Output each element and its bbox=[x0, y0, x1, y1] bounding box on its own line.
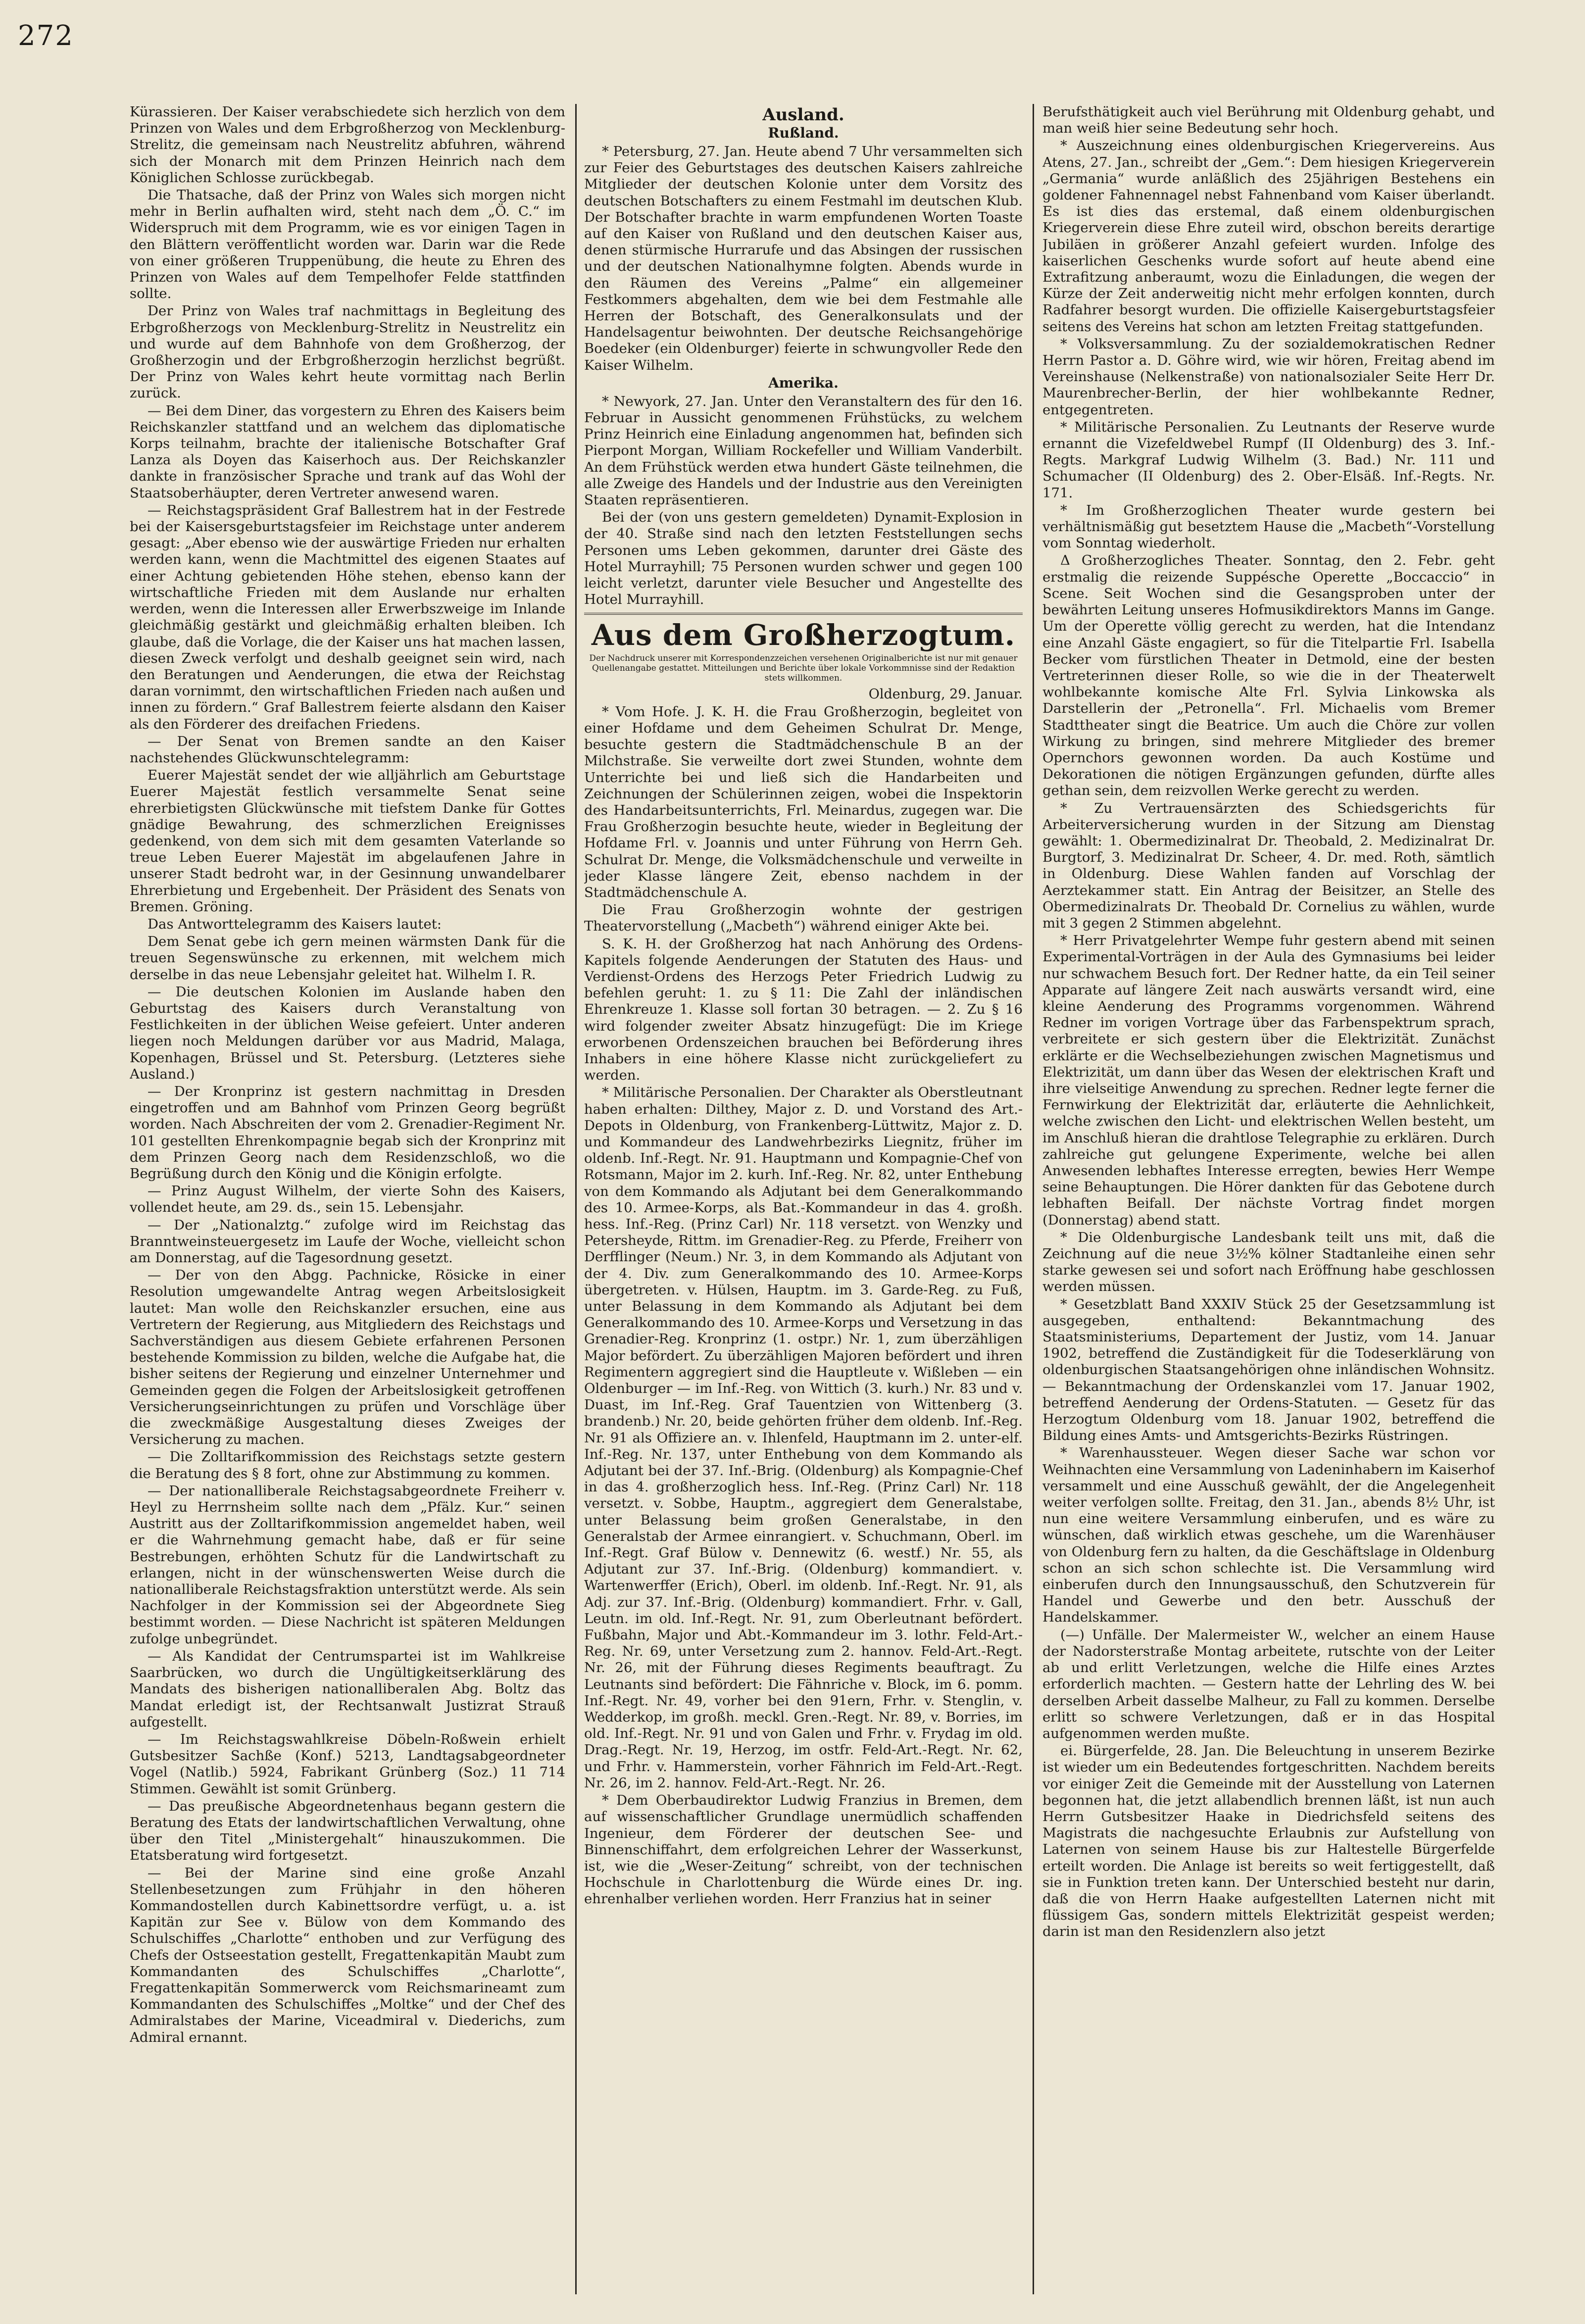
article-paragraph: — Als Kandidat der Centrumspartei ist im Wahlkreise Saarbrücken, wo durch die Ungültigkeitserklärung des Mandats des bisherigen nationalliberalen Abg. Boltz das Mandat erledigt ist, der Rechtsanwalt Justizrat Strauß aufgestellt. bbox=[130, 1648, 565, 1730]
article-paragraph: — Bei der Marine sind eine große Anzahl Stellenbesetzungen zum Frühjahr in den höheren Kommandostellen durch Kabinettsordre verfügt, u. a. ist Kapitän zur See v. Bülow von dem Kommando des Schulschiffes „Charlotte“ enthoben und zur Verfügung des Chefs der Ostseestation gestellt, Fregattenkapitän Maubt zum Kommandanten des Schulschiffes „Charlotte“, Fregattenkapitän Sommerwerck vom Reichsmarineamt zum Kommandanten des Schulschiffes „Moltke“ und der Chef des Admiralstabes der Marine, Viceadmiral v. Diederichs, zum Admiral ernannt. bbox=[130, 1865, 565, 2045]
article-paragraph: — Der nationalliberale Reichstagsabgeordnete Freiherr v. Heyl zu Herrnsheim sollte nach dem „Pfälz. Kur.“ seinen Austritt aus der Zolltarifkommission angemeldet haben, weil er die Wahrnehmung gemacht habe, daß er für seine Bestrebungen, erhöhten Schutz für die Landwirtschaft zu erlangen, nicht in der wünschenswerten Weise durch die nationalliberale Reichstagsfraktion unterstützt werde. Als sein Nachfolger in der Kommission sei der Abgeordnete Sieg bestimmt worden. — Diese Nachricht ist späteren Meldungen zufolge unbegründet. bbox=[130, 1483, 565, 1647]
article-paragraph: * Petersburg, 27. Jan. Heute abend 7 Uhr versammelten sich zur Feier des Geburtstages des deutschen Kaisers zahlreiche Mitglieder der deutschen Kolonie unter dem Vorsitz des deutschen Botschafters zu einem Festmahl im deutschen Klub. Der Botschafter brachte in warm empfundenen Worten Toaste auf den Kaiser von Rußland und den deutschen Kaiser aus, denen stürmische Hurrarufe und das Absingen der russischen und der deutschen Nationalhymne folgten. Abends wurde in den Räumen des Vereins „Palme“ ein allgemeiner Festkommers abgehalten, dem wie bei dem Festmahle alle Herren der Botschaft, des Generalkonsulats und der Handelsagentur beiwohnten. Der deutsche Reichsangehörige Boedeker (ein Oldenburger) feierte in schwungvoller Rede den Kaiser Wilhelm. bbox=[584, 144, 1023, 373]
subsection-title-russland: Rußland. bbox=[768, 125, 839, 141]
article-paragraph: — Das preußische Abgeordnetenhaus begann gestern die Beratung des Etats der landwirtschaftlichen Verwaltung, ohne über den Titel „Ministergehalt“ hinauszukommen. Die Etatsberatung wird fortgesetzt. bbox=[130, 1798, 565, 1864]
article-paragraph: Berufsthätigkeit auch viel Berührung mit Oldenburg gehabt, und man weiß hier seine Bedeutung sehr hoch. bbox=[1042, 104, 1495, 137]
column-right bbox=[1042, 104, 1495, 2294]
article-paragraph: — Im Reichstagswahlkreise Döbeln-Roßwein erhielt Gutsbesitzer Sachße (Konf.) 5213, Landtagsabgeordneter Vogel (Natlib.) 5924, Fabrikant Grünberg (Soz.) 11 714 Stimmen. Gewählt ist somit Grünberg. bbox=[130, 1731, 565, 1797]
article-paragraph: * Vom Hofe. J. K. H. die Frau Großherzogin, begleitet von einer Hofdame und dem Geheimen Schulrat Dr. Menge, besuchte gestern die Stadtmädchenschule B an der Milchstraße. Sie verweilte dort zwei Stunden, wohnte dem Unterrichte bei und ließ sich die Handarbeiten und Zeichnungen der Schülerinnen zeigen, wobei die Inspektorin des Handarbeitsunterrichts, Frl. Meinardus, zugegen war. Die Frau Großherzogin besuchte heute, wieder in Begleitung der Hofdame Frl. v. Joannis und unter Führung von Herrn Geh. Schulrat Dr. Menge, die Volksmädchenschule und verweilte in jeder Klasse längere Zeit, ebenso nachdem in der Stadtmädchenschule A. bbox=[584, 703, 1023, 900]
article-paragraph: — Die Zolltarifkommission des Reichstags setzte gestern die Beratung des § 8 fort, ohne zur Abstimmung zu kommen. bbox=[130, 1449, 565, 1482]
article-paragraph: Der Prinz von Wales traf nachmittags in Begleitung des Erbgroßherzogs von Mecklenburg-Strelitz in Neustrelitz ein und wurde auf dem Bahnhofe von dem Großherzog, der Großherzogin und der Erbgroßherzogin herzlichst begrüßt. Der Prinz von Wales kehrt heute vormittag nach Berlin zurück. bbox=[130, 303, 565, 401]
article-paragraph: * Dem Oberbaudirektor Ludwig Franzius in Bremen, dem auf wissenschaftlicher Grundlage unermüdlich schaffenden Ingenieur, dem Förderer der deutschen See- und Binnenschiffahrt, dem erfolgreichen Lehrer der Wasserkunst, ist, wie die „Weser-Zeitung“ schreibt, von der technischen Hochschule in Charlottenburg die Würde eines Dr. ing. ehrenhalber verliehen worden. Herr Franzius hat in seiner bbox=[584, 1792, 1023, 1907]
article-paragraph: — Der Kronprinz ist gestern nachmittag in Dresden eingetroffen und am Bahnhof vom Prinzen Georg begrüßt worden. Nach Abschreiten der vom 2. Grenadier-Regiment Nr. 101 gestellten Ehrenkompagnie begab sich der Kronprinz mit dem Prinzen Georg nach dem Residenzschloß, wo die Begrüßung durch den König und die Königin erfolgte. bbox=[130, 1083, 565, 1182]
article-paragraph: Dem Senat gebe ich gern meinen wärmsten Dank für die treuen Segenswünsche zu erkennen, mit welchem mich derselbe in das neue Lebensjahr geleitet hat. Wilhelm I. R. bbox=[130, 934, 565, 983]
column-divider-1 bbox=[575, 104, 577, 2294]
subsection-title-amerika: Amerika. bbox=[768, 374, 839, 391]
page-number: 272 bbox=[18, 20, 74, 52]
article-paragraph: S. K. H. der Großherzog hat nach Anhörung des Ordens-Kapitels folgende Aenderungen der Statuten des Haus- und Verdienst-Ordens des Herzogs Peter Friedrich Ludwig zu befehlen geruht: 1. zu § 11: Die Zahl der inländischen Ehrenkreuze 1. Klasse soll fortan 30 betragen. — 2. Zu § 16 wird folgender zweiter Absatz hinzugefügt: Die im Kriege erworbenen Ordenszeichen brauchen bei Beförderung ihres Inhabers in eine höhere Klasse nicht zurückgeliefert zu werden. bbox=[584, 936, 1023, 1084]
article-paragraph: * Im Großherzoglichen Theater wurde gestern bei verhältnismäßig gut besetztem Hause die „Macbeth“-Vorstellung vom Sonntag wiederholt. bbox=[1042, 502, 1495, 551]
reprint-notice: Der Nachdruck unserer mit Korrespondenzzeichen versehenen Originalberichte ist nur mit genauer Quellenangabe gestattet. Mitteilungen und Berichte über lokale Vorkommnisse sind der Redaktion stets willkommen. bbox=[589, 653, 1018, 684]
article-paragraph: * Newyork, 27. Jan. Unter den Veranstaltern des für den 16. Februar in Aussicht genommenen Frühstücks, zu welchem Prinz Heinrich eine Einladung angenommen hat, befinden sich Pierpont Morgan, William Rockefeller und William Vanderbilt. An dem Frühstück werden etwa hundert Gäste teilnehmen, die alle Zweige des Handels und der Industrie aus den Vereinigten Staaten repräsentieren. bbox=[584, 393, 1023, 508]
article-paragraph: — Reichstagspräsident Graf Ballestrem hat in der Festrede bei der Kaisersgeburtstagsfeier im Reichstage unter anderem gesagt: „Aber ebenso wie der auswärtige Frieden nur erhalten werden kann, wenn die Machtmittel des eigenen Staates auf einer Achtung gebietenden Höhe stehen, ebenso kann der wirtschaftliche Frieden mit dem Auslande nur erhalten werden, wenn die Interessen aller Erwerbszweige im Inlande gleichmäßig gestärkt und gleichmäßig erhalten bleiben. Ich glaube, daß die Vorlage, die der Kaiser uns hat machen lassen, diesen Zweck verfolgt und deshalb geeignet sein wird, nach den Beratungen und Aenderungen, die etwa der Reichstag daran vornimmt, den wirtschaftlichen Frieden nach außen und innen zu fördern.“ Graf Ballestrem feierte alsdann den Kaiser als den Förderer des dreifachen Friedens. bbox=[130, 502, 565, 732]
article-paragraph: (—) Unfälle. Der Malermeister W., welcher an einem Hause der Nadorsterstraße Montag arbeitete, rutschte von der Leiter ab und erlitt Verletzungen, welche die Hilfe eines Arztes erforderlich machten. — Gestern hatte der Lehrling des W. bei derselben Arbeit dasselbe Malheur, zu Fall zu kommen. Derselbe erlitt so schwere Verletzungen, daß er in das Hospital aufgenommen werden mußte. bbox=[1042, 1627, 1495, 1741]
section-title-grossherzogtum: Aus dem Großherzogtum. bbox=[591, 618, 1016, 652]
article-paragraph: Die Frau Großherzogin wohnte der gestrigen Theatervorstellung („Macbeth“) während einiger Akte bei. bbox=[584, 902, 1023, 935]
column-middle bbox=[584, 104, 1023, 2294]
section-divider bbox=[584, 613, 1023, 615]
article-paragraph: Die Thatsache, daß der Prinz von Wales sich morgen nicht mehr in Berlin aufhalten wird, steht nach dem „Ö. C.“ im Widerspruch mit dem Programm, wie es vor einigen Tagen in den Blättern veröffentlicht worden war. Darin war die Rede von einer größeren Truppenübung, die heute zu Ehren des Prinzen von Wales auf dem Tempelhofer Felde stattfinden sollte. bbox=[130, 187, 565, 302]
article-paragraph: Das Antworttelegramm des Kaisers lautet: bbox=[148, 916, 442, 932]
article-paragraph: * Zu Vertrauensärzten des Schiedsgerichts für Arbeiterversicherung wurden in der Sitzung am Dienstag gewählt: 1. Obermedizinalrat Dr. Theobald, 2. Medizinalrat Dr. Burgtorf, 3. Medizinalrat Dr. Scheer, 4. Dr. med. Roth, sämtlich in Oldenburg. Diese Wahlen fanden auf Vorschlag der Aerztekammer statt. Ein Antrag der Beisitzer, an Stelle des Obermedizinalrats Dr. Theobald Dr. Cornelius zu wählen, wurde mit 3 gegen 2 Stimmen abgelehnt. bbox=[1042, 800, 1495, 931]
article-paragraph: * Gesetzblatt Band XXXIV Stück 25 der Gesetzsammlung ist ausgegeben, enthaltend: Bekanntmachung des Staatsministeriums, Departement der Justiz, vom 14. Januar 1902, betreffend die Zuständigkeit für die Todeserklärung von oldenburgischen Staatsangehörigen ohne inländischen Wohnsitz. — Bekanntmachung der Ordenskanzlei vom 17. Januar 1902, betreffend Aenderung der Ordens-Statuten. — Gesetz für das Herzogtum Oldenburg vom 18. Januar 1902, betreffend die Bildung eines Amts- und Amtsgerichts-Bezirks Rüstringen. bbox=[1042, 1296, 1495, 1444]
article-paragraph: — Bei dem Diner, das vorgestern zu Ehren des Kaisers beim Reichskanzler stattfand und an welchem das diplomatische Korps teilnahm, brachte der italienische Botschafter Graf Lanza als Doyen das Kaiserhoch aus. Der Reichskanzler dankte in französischer Sprache und trank auf das Wohl der Staatsoberhäupter, deren Vertreter anwesend waren. bbox=[130, 402, 565, 501]
article-paragraph: * Herr Privatgelehrter Wempe fuhr gestern abend mit seinen Experimental-Vorträgen in der Aula des Gymnasiums bei leider nur schwachem Besuch fort. Der Redner hatte, da ein Teil seiner Apparate auf längere Zeit nach auswärts versandt wird, eine kleine Aenderung des Programms vorgenommen. Während Redner im vorigen Vortrage über das Farbenspektrum sprach, verbreitete er sich gestern über die Elektrizität. Zunächst erklärte er die Wechselbeziehungen zwischen Magnetismus und Elektrizität, um dann über das Wesen der elektrischen Kraft und ihre vielseitige Anwendung zu sprechen. Redner legte ferner die Fernwirkung der Elektrizität dar, erläuterte die Aehnlichkeit, welche zwischen den Licht- und elektrischen Wellen besteht, um im Anschluß hieran die drahtlose Telegraphie zu erklären. Durch zahlreiche gut gelungene Experimente, welche bei allen Anwesenden lebhaftes Interesse erregten, bewies Herr Wempe seine Behauptungen. Die Hörer dankten für das Gebotene durch lebhaften Beifall. Der nächste Vortrag findet morgen (Donnerstag) abend statt. bbox=[1042, 933, 1495, 1228]
article-paragraph: Δ Großherzogliches Theater. Sonntag, den 2. Febr. geht erstmalig die reizende Suppésche Operette „Boccaccio“ in Scene. Seit Wochen sind die Gesangsproben unter der bewährten Leitung unseres Hofmusikdirektors Manns im Gange. Um der Operette völlig gerecht zu werden, hat die Intendanz eine Anzahl Gäste engagiert, so für die Titelpartie Frl. Isabella Becker vom fürstlichen Theater in Detmold, eine der besten Vertreterinnen dieser Rolle, so wie die in der Theaterwelt wohlbekannte komische Alte Frl. Sylvia Linkowska als Darstellerin der „Petronella“. Frl. Michaelis vom Bremer Stadttheater singt die Beatrice. Um auch die Chöre zur vollen Wirkung zu bringen, sind mehrere Mitglieder des bremer Opernchors gewonnen worden. Da auch Kostüme und Dekorationen die nötigen Ergänzungen gefunden, dürfte alles gethan sein, dem reizvollen Werke gerecht zu werden. bbox=[1042, 552, 1495, 799]
article-paragraph: Bei der (von uns gestern gemeldeten) Dynamit-Explosion in der 40. Straße sind nach den letzten Feststellungen sechs Personen ums Leben gekommen, darunter drei Gäste des Hotel Murrayhill; 75 Personen wurden schwer und gegen 100 leicht verletzt, darunter viele Besucher und Angestellte des Hotel Murrayhill. bbox=[584, 509, 1023, 608]
article-paragraph: Kürassieren. Der Kaiser verabschiedete sich herzlich von dem Prinzen von Wales und dem Erbgroßherzog von Mecklenburg-Strelitz, die gemeinsam nach Neustrelitz abfuhren, während sich der Monarch mit dem Prinzen Heinrich nach dem Königlichen Schlosse zurückbegab. bbox=[130, 104, 565, 186]
article-paragraph: * Volksversammlung. Zu der sozialdemokratischen Redner Herrn Pastor a. D. Göhre wird, wie wir hören, Freitag abend im Vereinshause (Nelkenstraße) von nationalsozialer Seite Herr Dr. Maurenbrecher-Berlin, der hier wohlbekannte Redner, entgegentreten. bbox=[1042, 336, 1495, 418]
article-paragraph: — Der „Nationalztg.“ zufolge wird im Reichstag das Branntweinsteuergesetz im Laufe der Woche, vielleicht schon am Donnerstag, auf die Tagesordnung gesetzt. bbox=[130, 1217, 565, 1266]
column-divider-2 bbox=[1033, 104, 1034, 2294]
article-paragraph: — Der Senat von Bremen sandte an den Kaiser nachstehendes Glückwunschtelegramm: bbox=[130, 733, 565, 766]
article-paragraph: ei. Bürgerfelde, 28. Jan. Die Beleuchtung in unserem Bezirke ist wieder um ein Bedeutendes fortgeschritten. Nachdem bereits vor einiger Zeit die Gemeinde mit der Ausstellung von Laternen begonnen hat, die jetzt allabendlich brennen läßt, ist nun auch Herrn Gutsbesitzer Haake in Diedrichsfeld seitens des Magistrats die nachgesuchte Erlaubnis zur Aufstellung von Laternen von seinem Hause bis zur Haltestelle Bürgerfelde erteilt worden. Die Anlage ist bereits so weit fertiggestellt, daß sie in Funktion treten kann. Der Unterschied besteht nur darin, daß die von Herrn Haake aufgestellten Laternen nicht mit flüssigem Gas, sondern mittels Elektrizität gespeist werden; darin ist man den Residenzlern also jetzt bbox=[1042, 1743, 1495, 1940]
article-paragraph: * Auszeichnung eines oldenburgischen Kriegervereins. Aus Atens, 27. Jan., schreibt der „Gem.“: Dem hiesigen Kriegerverein „Germania“ wurde anläßlich des 25jährigen Bestehens ein goldener Fahnennagel nebst Fahnenband vom Kaiser überlandt. Es ist dies das erstemal, daß einem oldenburgischen Kriegerverein diese Ehre zuteil wird, obschon bereits derartige Jubiläen in größerer Anzahl gefeiert wurden. Infolge des kaiserlichen Geschenks wurde sofort auf heute abend eine Extrafitzung anberaumt, wozu die Einladungen, die wegen der Kürze der Zeit anderweitig nicht mehr erfolgen konnten, durch Radfahrer besorgt wurden. Die offizielle Kaisergeburtstagsfeier seitens des Vereins hat schon am letzten Freitag stattgefunden. bbox=[1042, 138, 1495, 335]
dateline: Oldenburg, 29. Januar. bbox=[868, 687, 1023, 702]
article-paragraph: * Warenhaussteuer. Wegen dieser Sache war schon vor Weihnachten eine Versammlung von Ladeninhabern im Kaiserhof versammelt und eine Ausschuß gewählt, der die Angelegenheit weiter verfolgen sollte. Freitag, den 31. Jan., abends 8½ Uhr, ist nun eine weitere Versammlung einberufen, und es wäre zu wünschen, daß wirklich etwas geschehe, um die Warenhäuser von Oldenburg fern zu halten, da die Geschäftslage in Oldenburg schon an sich schon schlechte ist. Die Versammlung wird einberufen durch den Innungsausschuß, den Schutzverein für Handel und Gewerbe und den betr. Ausschuß der Handelskammer. bbox=[1042, 1445, 1495, 1626]
article-paragraph: — Prinz August Wilhelm, der vierte Sohn des Kaisers, vollendet heute, am 29. ds., sein 15. Lebensjahr. bbox=[130, 1183, 565, 1216]
article-paragraph: * Die Oldenburgische Landesbank teilt uns mit, daß die Zeichnung auf die neue 3½% kölner Stadtanleihe einen sehr starke gewesen sei und sofort nach Eröffnung habe geschlossen werden müssen. bbox=[1042, 1229, 1495, 1295]
article-paragraph: — Die deutschen Kolonien im Auslande haben den Geburtstag des Kaisers durch Veranstaltung von Festlichkeiten in der üblichen Weise gefeiert. Unter anderen liegen noch Meldungen darüber vor aus Madrid, Malaga, Kopenhagen, Brüssel und St. Petersburg. (Letzteres siehe Ausland.) bbox=[130, 984, 565, 1082]
section-title-ausland: Ausland. bbox=[762, 105, 844, 125]
article-paragraph: — Der von den Abgg. Pachnicke, Rösicke in einer Resolution umgewandelte Antrag wegen Arbeitslosigkeit lautet: Man wolle den Reichskanzler ersuchen, eine aus Vertretern der Regierung, aus Mitgliedern des Reichstags und Sachverständigen aus diesem Gebiete erfahrenen Personen bestehende Kommission zu bilden, welche die Aufgabe hat, die bisher seitens der Regierung und einzelner Unternehmer und Gemeinden gegen die Folgen der Arbeitslosigkeit getroffenen Versicherungseinrichtungen zu prüfen und Vorschläge über die zweckmäßige Ausgestaltung dieses Zweiges der Versicherung zu machen. bbox=[130, 1267, 565, 1448]
column-left bbox=[130, 104, 565, 2294]
article-paragraph: Euerer Majestät sendet der wie alljährlich am Geburtstage Euerer Majestät festlich versammelte Senat seine ehrerbietigsten Glückwünsche mit tiefstem Danke für Gottes gnädige Bewahrung, des schmerzlichen Ereignisses gedenkend, von dem sich mit dem gesamten Vaterlande so treue Leben Euerer Majestät im abgelaufenen Jahre in unserer Stadt bedroht war, in der Gesinnung unwandelbarer Ehrerbietung und Ergebenheit. Der Präsident des Senats von Bremen. Gröning. bbox=[130, 767, 565, 915]
article-paragraph: * Militärische Personalien. Der Charakter als Oberstleutnant haben erhalten: Dilthey, Major z. D. und Vorstand des Art.-Depots in Oldenburg, von Frankenberg-Lüttwitz, Major z. D. und Kommandeur des Landwehrbezirks Liegnitz, früher im oldenb. Inf.-Regt. Nr. 91. Hauptmann und Kompagnie-Chef von Rotsmann, Major im 2. kurh. Inf.-Reg. Nr. 82, unter Enthebung von dem Kommando als Adjutant bei dem Generalkommando des 10. Armee-Korps, als Bat.-Kommandeur in das 4. großh. hess. Inf.-Reg. (Prinz Carl) Nr. 118 versetzt. von Wenzky und Petersheyde, Rittm. im Grenadier-Reg. zu Pferde, Freiherr von Derfflinger (Neum.) Nr. 3, in dem Kommando als Adjutant von der 4. Div. zum Generalkommando des 10. Armee-Korps übergetreten. v. Hülsen, Hauptm. im 3. Garde-Reg. zu Fuß, unter Belassung in dem Kommando als Adjutant bei dem Generalkommando des 10. Armee-Korps und Versetzung in das Grenadier-Reg. Kronprinz (1. ostpr.) Nr. 1, zum überzähligen Major befördert. Zu überzähligen Majoren befördert und ihren Regimentern aggregiert sind die Hauptleute v. Wißleben — ein Oldenburger — im Inf.-Reg. von Wittich (3. kurh.) Nr. 83 und v. Duast, im Inf.-Reg. Graf Tauentzien von Wittenberg (3. brandenb.) Nr. 20, beide gehörten früher dem oldenb. Inf.-Reg. Nr. 91 als Offiziere an. v. Ihlenfeld, Hauptmann im 2. unter-elf. Inf.-Reg. Nr. 137, unter Enthebung von dem Kommando als Adjutant bei der 37. Inf.-Brig. (Oldenburg) als Kompagnie-Chef in das 4. großherzoglich hess. Inf.-Reg. (Prinz Carl) Nr. 118 versetzt. v. Sobbe, Hauptm., aggregiert dem Generalstabe, unter Belassung beim großen Generalstabe, in den Generalstab der Armee einrangiert. v. Schuchmann, Oberl. im Inf.-Regt. Graf Bülow v. Dennewitz (6. westf.) Nr. 55, als Adjutant zur 37. Inf.-Brig. (Oldenburg) kommandiert. v. Wartenwerffer (Erich), Oberl. im oldenb. Inf.-Regt. Nr. 91, als Adj. zur 37. Inf.-Brig. (Oldenburg) kommandiert. Frhr. v. Gall, Leutn. im old. Inf.-Regt. Nr. 91, zum Oberleutnant befördert. Fußbahn, Major und Abt.-Kommandeur im 3. lothr. Feld-Art.-Reg. Nr. 69, unter Versetzung zum 2. hannov. Feld-Art.-Regt. Nr. 26, mit der Führung dieses Regiments beauftragt. Zu Leutnants sind befördert: Die Fähnriche v. Block, im 6. pomm. Inf.-Regt. Nr. 49, vorher bei den 91ern, Frhr. v. Stenglin, v. Wedderkop, im großh. meckl. Gren.-Regt. Nr. 89, v. Borries, im old. Inf.-Regt. Nr. 91 und von Galen und Frhr. v. Frydag im old. Drag.-Regt. Nr. 19, Herzog, im ostfr. Feld-Art.-Regt. Nr. 62, und Frhr. v. Hammerstein, vorher Fähnrich im Feld-Art.-Regt. Nr. 26, im 2. hannov. Feld-Art.-Regt. Nr. 26. bbox=[584, 1085, 1023, 1791]
article-paragraph: * Militärische Personalien. Zu Leutnants der Reserve wurde ernannt die Vizefeldwebel Rumpf (II Oldenburg) des 3. Inf.-Regts. Markgraf Ludwig Wilhelm (3. Bad.) Nr. 111 und Schumacher (II Oldenburg) des 2. Ober-Elsäß. Inf.-Regts. Nr. 171. bbox=[1042, 419, 1495, 501]
